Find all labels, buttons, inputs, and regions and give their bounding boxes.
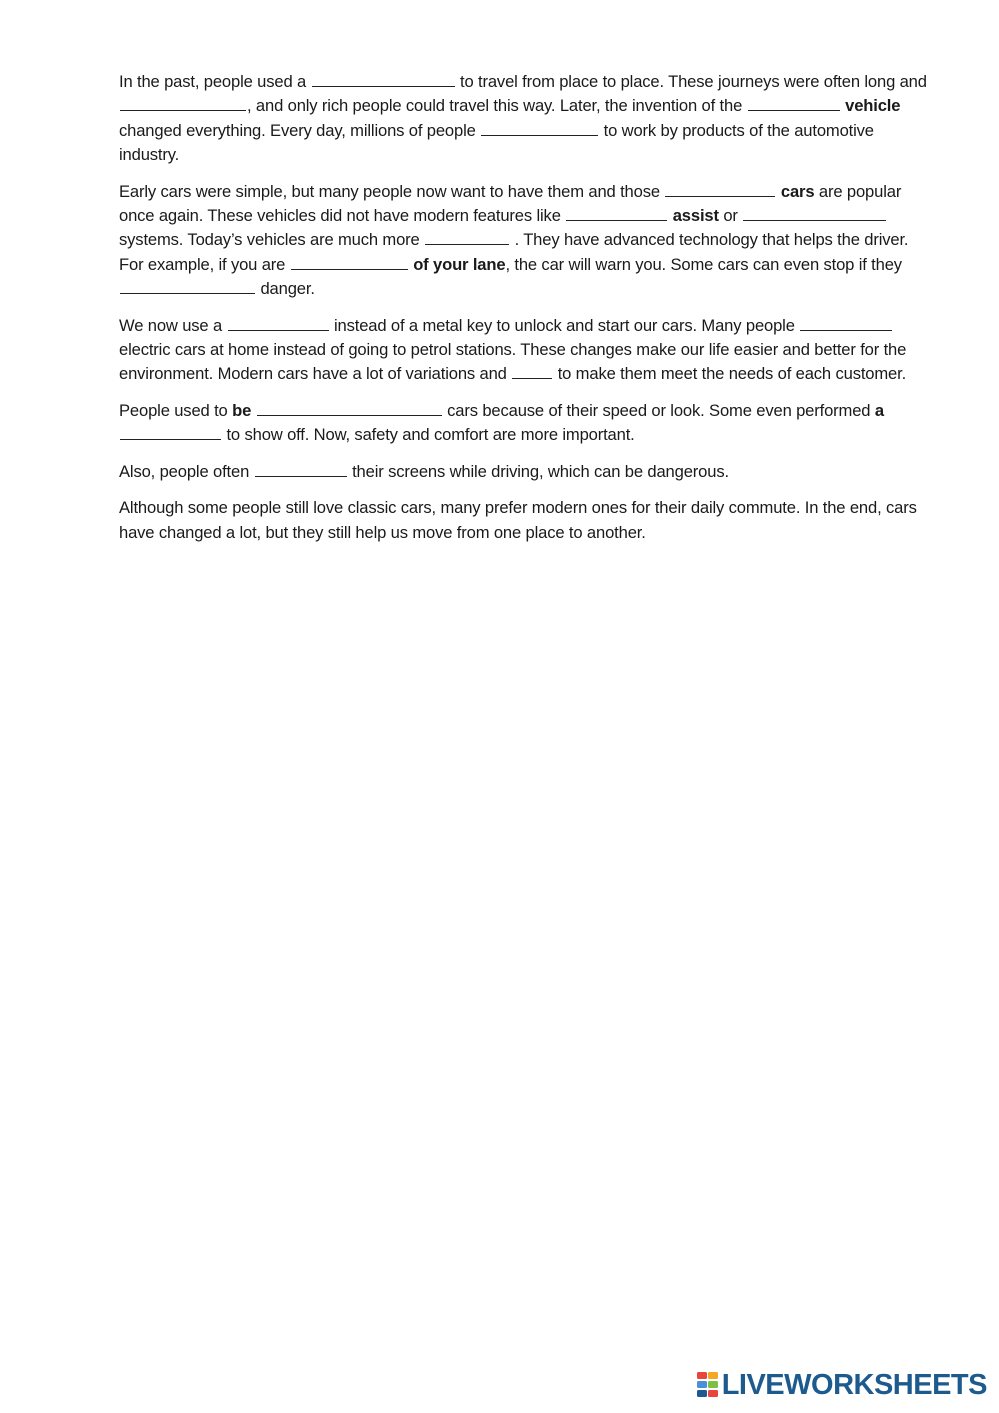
text: instead of a metal key to unlock and start our cars. Many people: [333, 315, 795, 335]
text: . They have advanced technology that helps the driver. For example, if you are: [119, 230, 909, 274]
answer-blank-12[interactable]: [800, 329, 892, 331]
text: to show off. Now, safety and comfort are more important.: [226, 425, 635, 445]
answer-blank-13[interactable]: [512, 377, 552, 379]
bold-hint: of your lane: [413, 254, 506, 274]
text: their screens while driving, which can be dangerous.: [352, 461, 729, 481]
bold-hint: cars: [780, 181, 815, 201]
text: Early cars were simple, but many people now want to have them and those: [119, 181, 660, 201]
answer-blank-10[interactable]: [120, 292, 255, 294]
bold-hint: a: [874, 400, 884, 420]
bold-hint: assist: [672, 206, 719, 226]
text: electric cars at home instead of going to petrol stations. These changes make our life easier and better for the environment. Modern cars have a lot of variations and: [119, 340, 907, 384]
paragraph-3: [119, 314, 927, 387]
liveworksheets-logo-icon: [697, 1372, 719, 1398]
answer-blank-8[interactable]: [425, 243, 509, 245]
text: Although some people still love classic cars, many prefer modern ones for their daily commute. In the end, cars have changed a lot, but they still help us move from one place to another.: [119, 498, 917, 542]
logo-text: LIVEWORKSHEETS: [721, 1368, 987, 1401]
answer-blank-7[interactable]: [743, 219, 886, 221]
answer-blank-11[interactable]: [228, 329, 329, 331]
worksheet-body: [119, 70, 927, 557]
text: In the past, people used a: [119, 72, 307, 91]
text: cars because of their speed or look. Some even performed: [447, 400, 871, 420]
answer-blank-9[interactable]: [291, 268, 408, 270]
answer-blank-3[interactable]: [748, 109, 840, 111]
bold-hint: vehicle: [845, 96, 901, 116]
text: to travel from place to place. These journeys were often long and: [460, 72, 927, 91]
text: to work by products of the automotive industry.: [119, 120, 874, 165]
text: , and only rich people could travel this way. Later, the invention of the: [247, 96, 743, 116]
text: changed everything. Every day, millions of people: [119, 120, 476, 140]
paragraph-4: [119, 399, 927, 448]
text: We now use a: [119, 315, 223, 335]
answer-blank-4[interactable]: [481, 134, 598, 136]
answer-blank-6[interactable]: [566, 219, 667, 221]
text: are popular once again. These vehicles did not have modern features like: [119, 181, 902, 226]
bold-hint: be: [232, 400, 252, 420]
answer-blank-14[interactable]: [257, 414, 442, 416]
text: or: [723, 206, 738, 226]
text: danger.: [260, 279, 315, 299]
text: systems. Today’s vehicles are much more: [119, 230, 420, 250]
answer-blank-5[interactable]: [665, 195, 775, 197]
answer-blank-16[interactable]: [255, 475, 347, 477]
paragraph-1: [119, 70, 927, 168]
text: Also, people often: [119, 461, 250, 481]
answer-blank-2[interactable]: [120, 109, 246, 111]
text: , the car will warn you. Some cars can even stop if they: [505, 254, 902, 274]
paragraph-2: [119, 180, 927, 302]
answer-blank-15[interactable]: [120, 438, 221, 440]
paragraph-5: [119, 460, 927, 484]
liveworksheets-logo[interactable]: [697, 1369, 987, 1401]
paragraph-6: [119, 496, 927, 545]
text: People used to: [119, 400, 228, 420]
answer-blank-1[interactable]: [312, 85, 455, 87]
text: to make them meet the needs of each customer.: [557, 364, 907, 384]
